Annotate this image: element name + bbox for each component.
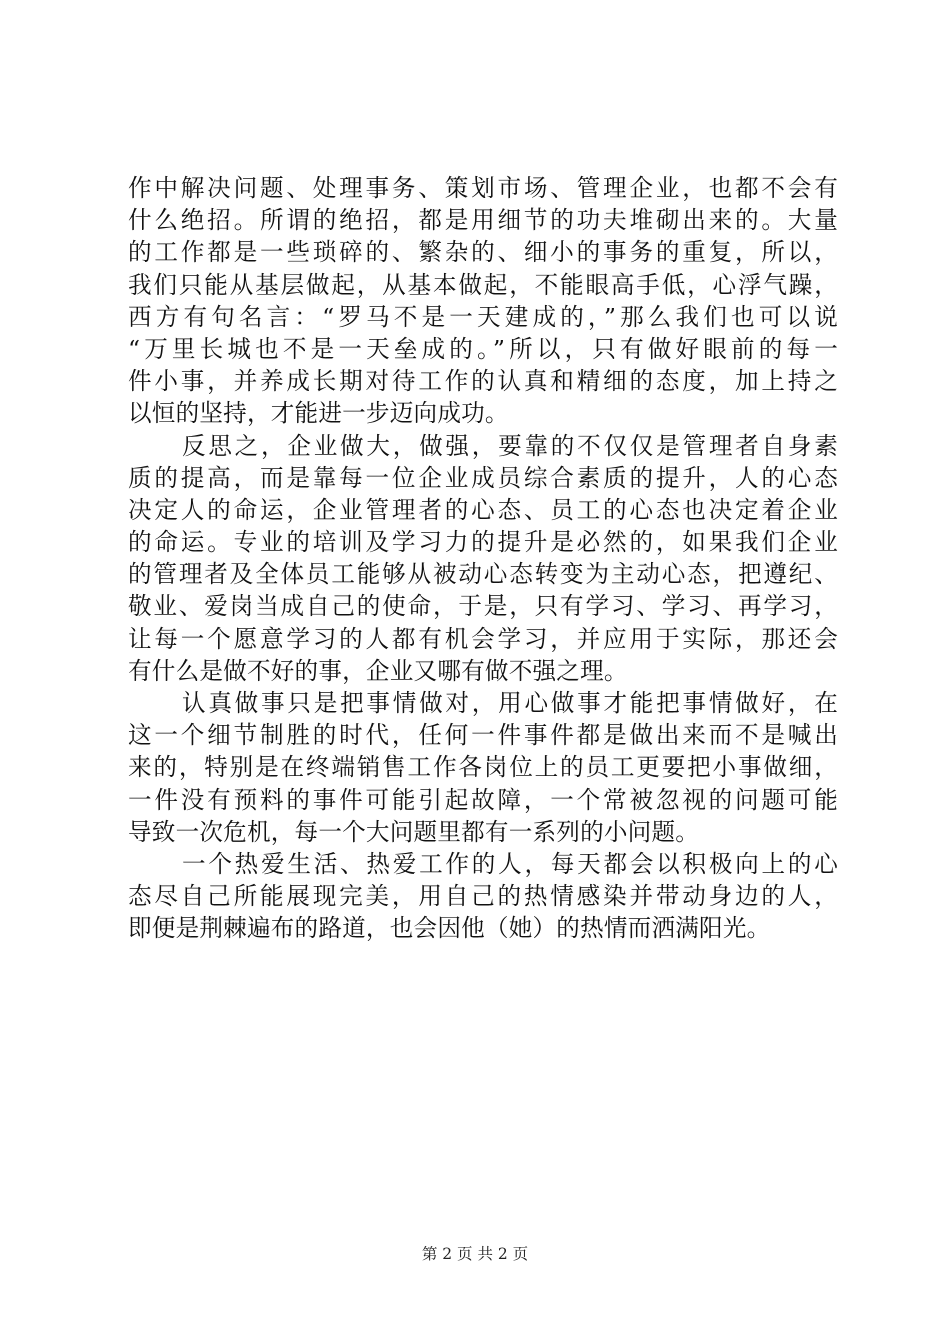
text-line: 有什么是做不好的事，企业又哪有做不强之理。	[128, 656, 628, 685]
text-line: 我们只能从基层做起，从基本做起，不能眼高手低，心浮气躁，	[128, 270, 838, 299]
paragraph	[128, 430, 838, 688]
text-line: 的管理者及全体员工能够从被动心态转变为主动心态，把遵纪、	[128, 560, 838, 589]
text-line: 西方有句名言：“罗马不是一天建成的，”那么我们也可以说	[128, 302, 838, 331]
text-line: 以恒的坚持，才能进一步迈向成功。	[128, 399, 509, 428]
text-line: 这一个细节制胜的时代，任何一件事件都是做出来而不是喊出	[128, 721, 838, 750]
page-footer: 第 2 页 共 2 页	[421, 1245, 529, 1263]
paragraph	[128, 172, 838, 430]
text-line: 反思之，企业做大，做强，要靠的不仅仅是管理者自身素	[182, 431, 838, 460]
text-line: 态尽自己所能展现完美，用自己的热情感染并带动身边的人，	[128, 882, 838, 911]
text-line: 质的提高，而是靠每一位企业成员综合素质的提升，人的心态	[128, 463, 838, 492]
paragraph	[128, 848, 838, 945]
text-line: 件小事，并养成长期对待工作的认真和精细的态度，加上持之	[128, 367, 838, 396]
paragraph	[128, 687, 838, 848]
text-line: 决定人的命运，企业管理者的心态、员工的心态也决定着企业	[128, 495, 838, 524]
text-line: 作中解决问题、处理事务、策划市场、管理企业，也都不会有	[128, 174, 838, 202]
text-line: 认真做事只是把事情做对，用心做事才能把事情做好，在	[182, 689, 838, 717]
text-line: 敬业、爱岗当成自己的使命，于是，只有学习、学习、再学习，	[128, 592, 838, 621]
text-line: “万里长城也不是一天垒成的。”所以，只有做好眼前的每一	[128, 334, 838, 363]
text-line: 一个热爱生活、热爱工作的人，每天都会以积极向上的心	[182, 849, 838, 878]
text-line: 即便是荆棘遍布的路道，也会因他（她）的热情而洒满阳光。	[128, 914, 771, 943]
text-line: 的命运。专业的培训及学习力的提升是必然的，如果我们企业	[128, 528, 838, 557]
text-line: 让每一个愿意学习的人都有机会学习，并应用于实际，那还会	[128, 624, 838, 653]
text-line: 的工作都是一些琐碎的、繁杂的、细小的事务的重复，所以，	[128, 238, 838, 267]
text-line: 来的，特别是在终端销售工作各岗位上的员工更要把小事做细，	[128, 753, 838, 782]
text-line: 一件没有预料的事件可能引起故障，一个常被忽视的问题可能	[128, 785, 838, 814]
document-body	[128, 172, 838, 945]
text-line: 导致一次危机，每一个大问题里都有一系列的小问题。	[128, 817, 700, 846]
text-line: 什么绝招。所谓的绝招，都是用细节的功夫堆砌出来的。大量	[128, 206, 838, 235]
